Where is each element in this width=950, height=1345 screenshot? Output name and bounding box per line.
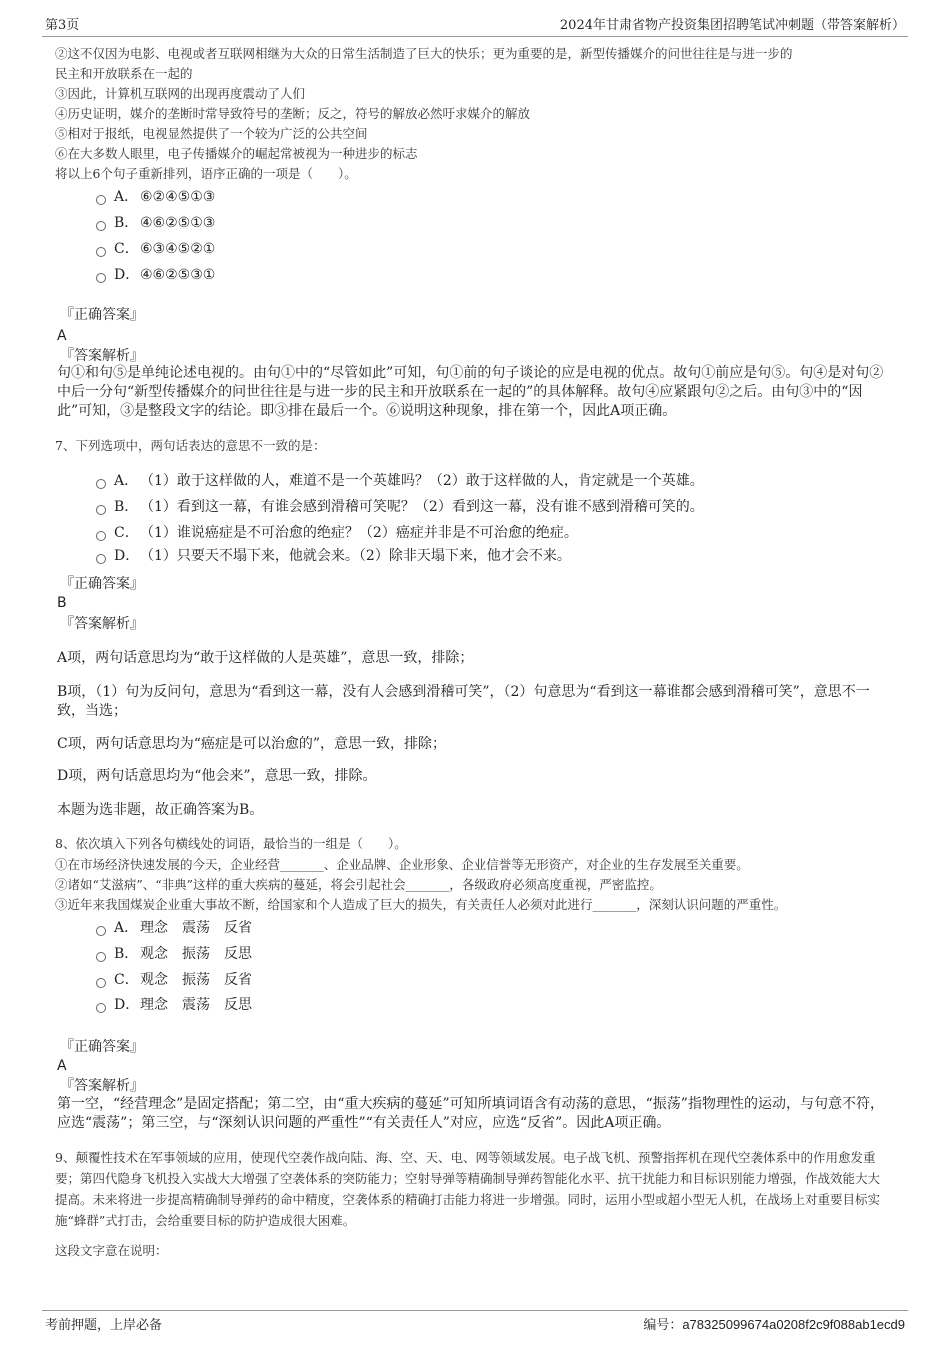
q6-stem: 将以上6个句子重新排列，语序正确的一项是（ ）。: [55, 166, 357, 181]
footer-code-label: 编号：: [643, 1318, 683, 1333]
q6-option-d[interactable]: D．④⑥②⑤③①: [96, 265, 215, 285]
radio-icon[interactable]: [96, 531, 106, 541]
footer-code: [643, 1314, 905, 1333]
q6-sentence-3: ③因此，计算机互联网的出现再度震动了人们: [55, 86, 306, 101]
q8-answer: A: [57, 1058, 67, 1074]
q8-option-a[interactable]: A． 理念 震荡 反省: [96, 918, 252, 938]
q6-sentence-2-line-1: ②这不仅因为电影、电视或者互联网相继为大众的日常生活制造了巨大的快乐；更为重要的是，新型传播媒介的问世往往是与进一步的: [55, 46, 793, 61]
q6-analysis-label: 『答案解析』: [60, 348, 144, 364]
q6-sentence-4: ④历史证明，媒介的垄断时常导致符号的垄断；反之，符号的解放必然吁求媒介的解放: [55, 106, 531, 121]
q6-option-c[interactable]: C．⑥③④⑤②①: [96, 239, 215, 259]
header-rule: [42, 36, 908, 37]
radio-icon[interactable]: [96, 926, 106, 936]
q6-analysis: 句①和句⑤是单纯论述电视的。由句①中的“尽管如此”可知，句①前的句子谈论的应是电视的优点。故句①前应是句⑤。句④是对句②中后一分句“新型传播媒介的问世往往是与进一步的民主和开放联系在一起的”的具体解释。故句④应紧跟句②之后。由句③中的“因此”可知，③是整段文字的结论。即③排在最后一个。⑥说明这种现象，排在第一个，因此A项正确。: [57, 365, 884, 419]
q7-option-b[interactable]: B． （1）看到这一幕，有谁会感到滑稽可笑呢？（2）看到这一幕，没有谁不感到滑稽可笑的。: [96, 497, 704, 517]
q7-answer-label: 『正确答案』: [60, 576, 144, 592]
radio-icon[interactable]: [96, 247, 106, 257]
document-title: 2024年甘肃省物产投资集团招聘笔试冲刺题（带答案解析）: [559, 18, 905, 33]
q7-option-a[interactable]: A． （1）敢于这样做的人，难道不是一个英雄吗？（2）敢于这样做的人，肯定就是一个英雄。: [96, 471, 704, 491]
radio-icon[interactable]: [96, 273, 106, 283]
q9-passage: 9、颠覆性技术在军事领域的应用，使现代空袭作战向陆、海、空、天、电、网等领域发展。电子战飞机、预警指挥机在现代空袭体系中的作用愈发重要；第四代隐身飞机投入实战大大增强了空袭体系的突防能力；空射导弹等精确制导弹药智能化水平、抗干扰能力和目标识别能力增强，作战效能大大提高。未来将进一步提高精确制导弹药的命中精度，空袭体系的精确打击能力将进一步增强。同时，运用小型或超小型无人机，在战场上对重要目标实施“蜂群”式打击，会给重要目标的防护造成很大困难。: [55, 1150, 881, 1228]
q6-answer-label: 『正确答案』: [60, 307, 144, 323]
q7-analysis-label: 『答案解析』: [60, 616, 144, 632]
q6-sentence-5: ⑤相对于报纸，电视显然提供了一个较为广泛的公共空间: [55, 126, 368, 141]
q7-analysis-conclusion: 本题为选非题，故正确答案为B。: [57, 802, 264, 818]
q8-sentence-3: ③近年来我国煤炭企业重大事故不断，给国家和个人造成了巨大的损失，有关责任人必须对此进行_______，深刻认识问题的严重性。: [55, 897, 787, 912]
radio-icon[interactable]: [96, 1003, 106, 1013]
radio-icon[interactable]: [96, 195, 106, 205]
radio-icon[interactable]: [96, 221, 106, 231]
q6-answer: A: [57, 328, 67, 344]
radio-icon[interactable]: [96, 479, 106, 489]
q7-analysis-b: B项，（1）句为反问句，意思为“看到这一幕，没有人会感到滑稽可笑”，（2）句意思为“看到这一幕谁都会感到滑稽可笑”，意思不一致，当选；: [57, 684, 870, 719]
q6-option-a[interactable]: A． ⑥②④⑤①③: [96, 187, 215, 207]
q8-option-b[interactable]: B． 观念 振荡 反思: [96, 944, 252, 964]
q7-option-c[interactable]: C．（1）谁说癌症是不可治愈的绝症？（2）癌症并非是不可治愈的绝症。: [96, 523, 578, 543]
q7-analysis-a: A项，两句话意思均为“敢于这样做的人是英雄”，意思一致，排除；: [57, 650, 474, 666]
q8-sentence-2: ②诸如“艾滋病”、“非典”这样的重大疾病的蔓延，将会引起社会_______，各级政府必须高度重视，严密监控。: [55, 877, 662, 892]
footer-code-value: a78325099674a0208f2c9f088ab1ecd9: [682, 1317, 905, 1332]
q8-option-c[interactable]: C．观念 振荡 反省: [96, 970, 252, 990]
q7-analysis-d: D项，两句话意思均为“他会来”，意思一致，排除。: [57, 768, 377, 784]
radio-icon[interactable]: [96, 554, 106, 564]
q6-sentence-6: ⑥在大多数人眼里，电子传播媒介的崛起常被视为一种进步的标志: [55, 146, 418, 161]
q6-sentence-2-line-2: 民主和开放联系在一起的: [55, 66, 193, 81]
q7-answer: B: [57, 595, 67, 611]
radio-icon[interactable]: [96, 505, 106, 515]
q7-stem: 7、下列选项中，两句话表达的意思不一致的是：: [55, 438, 326, 453]
q7-analysis-c: C项，两句话意思均为“癌症是可以治愈的”，意思一致，排除；: [57, 736, 447, 752]
q8-stem: 8、依次填入下列各句横线处的词语，最恰当的一组是（ ）。: [55, 836, 407, 851]
q9-stem: 这段文字意在说明：: [55, 1243, 168, 1258]
radio-icon[interactable]: [96, 952, 106, 962]
footer-slogan: 考前押题，上岸必备: [45, 1318, 163, 1333]
page-number: 第3页: [45, 18, 80, 33]
q8-answer-label: 『正确答案』: [60, 1039, 144, 1055]
q6-option-b[interactable]: B． ④⑥②⑤①③: [96, 213, 215, 233]
q8-sentence-1: ①在市场经济快速发展的今天，企业经营_______、企业品牌、企业形象、企业信誉等无形资产，对企业的生存发展至关重要。: [55, 857, 749, 872]
radio-icon[interactable]: [96, 978, 106, 988]
footer-rule: [42, 1310, 908, 1311]
q8-analysis: 第一空，“经营理念”是固定搭配；第二空，由“重大疾病的蔓延”可知所填词语含有动荡的意思，“振荡”指物理性的运动，与句意不符，应选“震荡”；第三空，与“深刻认识问题的严重性”“有关责任人”对应，应选“反省”。因此A项正确。: [57, 1096, 884, 1131]
q8-option-d[interactable]: D．理念 震荡 反思: [96, 995, 252, 1015]
q8-analysis-label: 『答案解析』: [60, 1078, 144, 1094]
q7-option-d[interactable]: D．（1）只要天不塌下来，他就会来。（2）除非天塌下来，他才会不来。: [96, 546, 571, 566]
